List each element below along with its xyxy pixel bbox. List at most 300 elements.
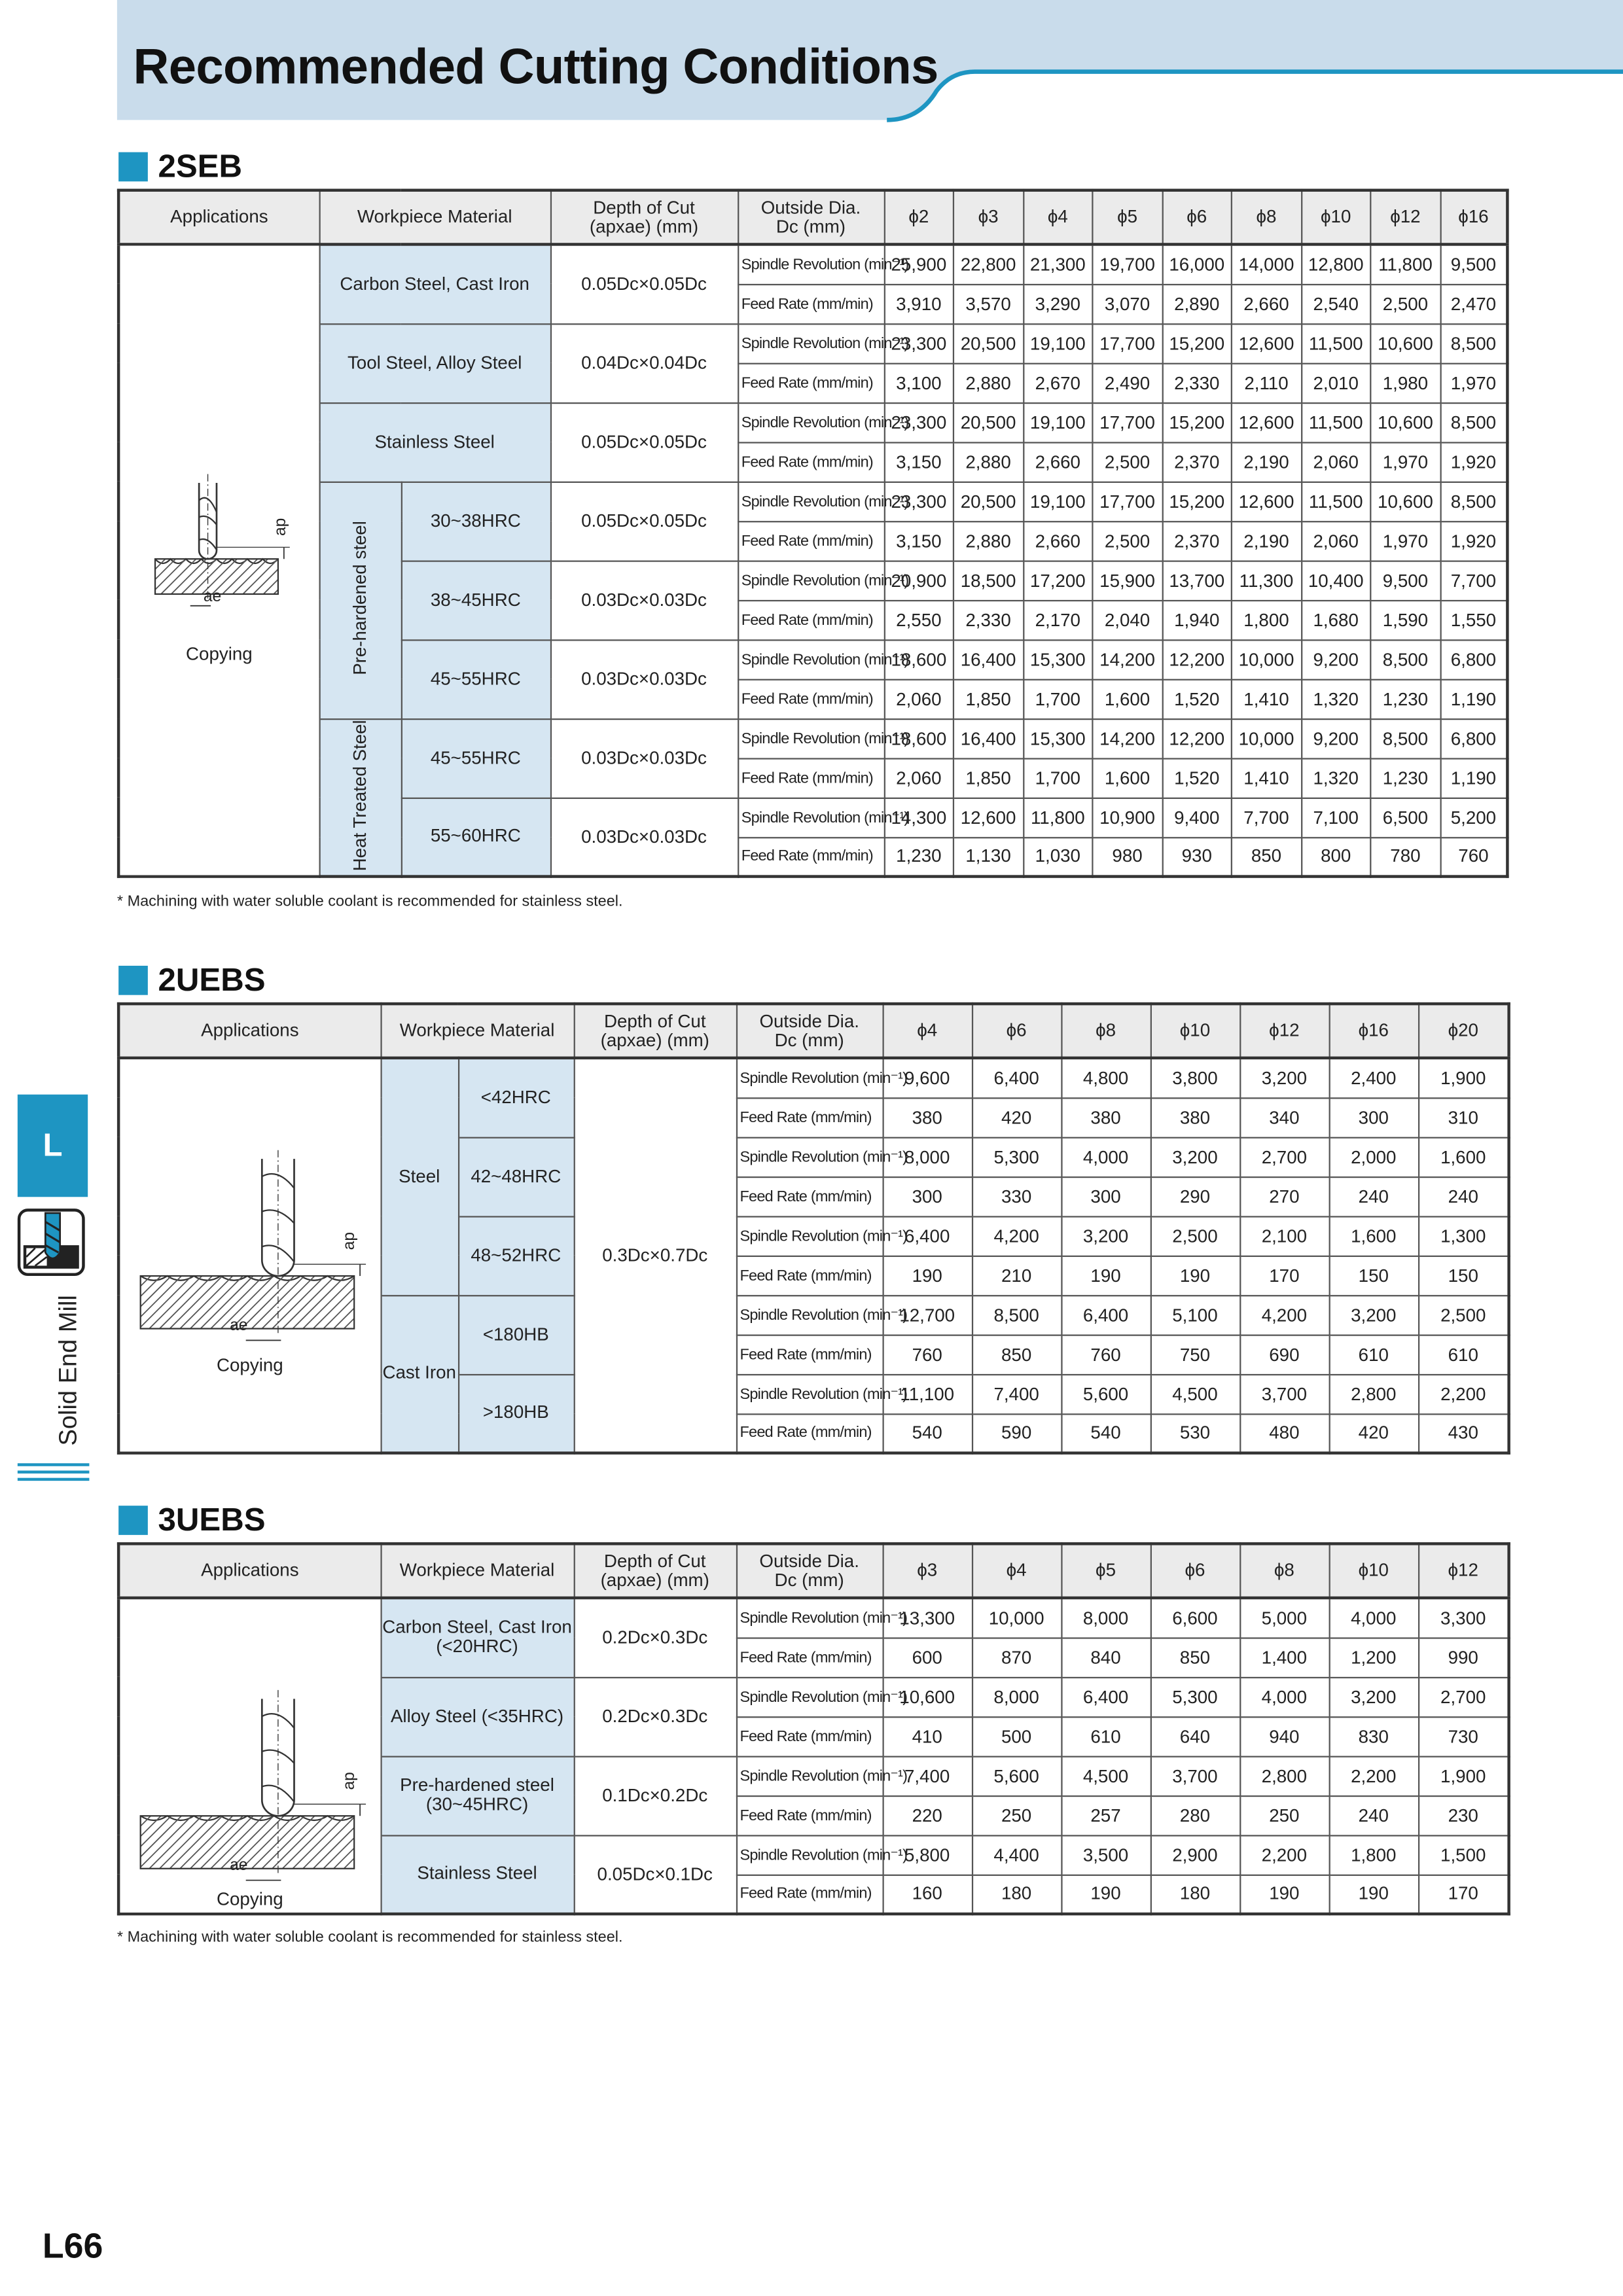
spindle-value: 17,200 xyxy=(1023,561,1092,600)
feed-value: 800 xyxy=(1301,837,1370,876)
feed-value: 250 xyxy=(1240,1795,1329,1835)
spindle-value: 5,300 xyxy=(972,1137,1061,1176)
spindle-value: 7,700 xyxy=(1232,798,1301,837)
feed-value: 2,330 xyxy=(1162,363,1232,402)
feed-value: 2,500 xyxy=(1370,284,1440,323)
group-cast-iron: Cast Iron xyxy=(380,1295,458,1453)
spindle-value: 7,700 xyxy=(1440,561,1508,600)
feed-value: 1,520 xyxy=(1162,758,1232,797)
depth-of-cut-value: 0.05Dc×0.05Dc xyxy=(550,244,738,323)
header-dia: ϕ6 xyxy=(1150,1544,1240,1598)
spindle-revolution-label: Spindle Revolution (min⁻¹) xyxy=(738,798,884,837)
feed-value: 2,370 xyxy=(1162,442,1232,481)
spindle-value: 10,600 xyxy=(1370,402,1440,442)
end-mill-icon xyxy=(18,1209,85,1276)
feed-value: 150 xyxy=(1418,1256,1509,1295)
spindle-value: 7,400 xyxy=(882,1756,971,1795)
spindle-value: 6,400 xyxy=(883,1216,972,1255)
feed-value: 2,060 xyxy=(884,758,954,797)
spindle-value: 15,300 xyxy=(1023,718,1092,758)
feed-value: 1,600 xyxy=(1092,758,1162,797)
spindle-value: 5,600 xyxy=(972,1756,1061,1795)
side-tab-label: Solid End Mill xyxy=(54,1295,82,1446)
feed-value: 540 xyxy=(1061,1413,1150,1453)
header-dia: ϕ5 xyxy=(1092,190,1162,245)
header-dia: ϕ12 xyxy=(1418,1544,1509,1598)
feed-value: 220 xyxy=(882,1795,971,1835)
side-decor-lines xyxy=(18,1463,90,1485)
feed-value: 2,880 xyxy=(954,442,1023,481)
ae-label: ae xyxy=(230,1316,248,1335)
header-dia: ϕ12 xyxy=(1370,190,1440,245)
feed-value: 2,550 xyxy=(884,600,954,639)
copying-caption: Copying xyxy=(217,1354,283,1376)
spindle-value: 10,600 xyxy=(1370,323,1440,362)
feed-rate-label: Feed Rate (mm/min) xyxy=(736,1795,883,1835)
spindle-value: 12,600 xyxy=(1232,402,1301,442)
application-cell xyxy=(118,1058,380,1453)
feed-value: 2,170 xyxy=(1023,600,1092,639)
spindle-value: 14,300 xyxy=(884,798,954,837)
feed-value: 850 xyxy=(972,1335,1061,1374)
spindle-value: 5,300 xyxy=(1150,1677,1240,1716)
feed-value: 290 xyxy=(1150,1176,1240,1216)
spindle-value: 11,500 xyxy=(1301,482,1370,521)
spindle-value: 5,600 xyxy=(1061,1374,1150,1413)
header-dia: ϕ4 xyxy=(972,1544,1061,1598)
side-tab[interactable] xyxy=(18,1095,88,1197)
header-outside-dia: Outside Dia. Dc (mm) xyxy=(736,1544,883,1598)
feed-value: 190 xyxy=(1061,1256,1150,1295)
feed-value: 2,490 xyxy=(1092,363,1162,402)
feed-value: 230 xyxy=(1418,1795,1509,1835)
spindle-value: 11,800 xyxy=(1023,798,1092,837)
feed-rate-label: Feed Rate (mm/min) xyxy=(738,600,884,639)
header-applications: Applications xyxy=(118,190,319,245)
spindle-value: 1,300 xyxy=(1418,1216,1509,1255)
page-title: Recommended Cutting Conditions xyxy=(133,39,938,96)
feed-value: 257 xyxy=(1061,1795,1150,1835)
feed-rate-label: Feed Rate (mm/min) xyxy=(738,679,884,718)
hardness-range: 55~60HRC xyxy=(401,798,550,877)
feed-value: 1,320 xyxy=(1301,758,1370,797)
feed-value: 380 xyxy=(1150,1097,1240,1137)
hardness-range: 45~55HRC xyxy=(401,639,550,718)
feed-value: 980 xyxy=(1092,837,1162,876)
feed-value: 380 xyxy=(883,1097,972,1137)
spindle-value: 2,700 xyxy=(1240,1137,1329,1176)
header-outside-dia: Outside Dia. Dc (mm) xyxy=(738,190,884,245)
table-2uebs xyxy=(117,1002,1510,1455)
hardness-range: <42HRC xyxy=(458,1058,574,1137)
spindle-value: 8,500 xyxy=(972,1295,1061,1334)
depth-of-cut-value: 0.03Dc×0.03Dc xyxy=(550,561,738,640)
feed-value: 940 xyxy=(1240,1716,1329,1756)
spindle-value: 6,400 xyxy=(1061,1677,1150,1716)
spindle-value: 19,100 xyxy=(1023,482,1092,521)
spindle-value: 10,000 xyxy=(1232,639,1301,679)
feed-value: 160 xyxy=(882,1875,971,1914)
spindle-value: 9,600 xyxy=(883,1058,972,1097)
feed-value: 1,940 xyxy=(1162,600,1232,639)
feed-value: 870 xyxy=(972,1637,1061,1676)
spindle-value: 4,200 xyxy=(972,1216,1061,1255)
feed-value: 610 xyxy=(1329,1335,1418,1374)
spindle-value: 2,100 xyxy=(1240,1216,1329,1255)
spindle-value: 3,700 xyxy=(1150,1756,1240,1795)
feed-value: 2,660 xyxy=(1023,521,1092,560)
header-dia: ϕ3 xyxy=(882,1544,971,1598)
copying-caption: Copying xyxy=(186,643,253,665)
spindle-value: 3,200 xyxy=(1329,1677,1418,1716)
feed-value: 2,060 xyxy=(1301,521,1370,560)
spindle-value: 18,500 xyxy=(954,561,1023,600)
spindle-value: 20,500 xyxy=(954,402,1023,442)
feed-value: 760 xyxy=(1440,837,1508,876)
spindle-revolution-label: Spindle Revolution (min⁻¹) xyxy=(738,244,884,283)
copying-diagram xyxy=(120,1599,382,1920)
spindle-value: 3,300 xyxy=(1418,1598,1509,1637)
feed-value: 300 xyxy=(1061,1176,1150,1216)
spindle-value: 9,500 xyxy=(1440,244,1508,283)
spindle-value: 3,200 xyxy=(1240,1058,1329,1097)
spindle-revolution-label: Spindle Revolution (min⁻¹) xyxy=(738,323,884,362)
feed-value: 2,880 xyxy=(954,521,1023,560)
feed-value: 1,700 xyxy=(1023,758,1092,797)
page-number: L66 xyxy=(42,2227,103,2267)
feed-value: 930 xyxy=(1162,837,1232,876)
section-header-2uebs xyxy=(118,961,265,999)
feed-value: 600 xyxy=(882,1637,971,1676)
spindle-revolution-label: Spindle Revolution (min⁻¹) xyxy=(736,1677,883,1716)
feed-value: 3,070 xyxy=(1092,284,1162,323)
feed-value: 840 xyxy=(1061,1637,1150,1676)
table-row xyxy=(118,323,1507,362)
feed-value: 170 xyxy=(1240,1256,1329,1295)
feed-value: 1,700 xyxy=(1023,679,1092,718)
spindle-value: 2,400 xyxy=(1329,1058,1418,1097)
spindle-value: 21,300 xyxy=(1023,244,1092,283)
spindle-value: 2,200 xyxy=(1418,1374,1509,1413)
spindle-value: 11,800 xyxy=(1370,244,1440,283)
feed-value: 2,330 xyxy=(954,600,1023,639)
feed-value: 2,040 xyxy=(1092,600,1162,639)
feed-rate-label: Feed Rate (mm/min) xyxy=(736,1413,883,1453)
feed-value: 3,150 xyxy=(884,442,954,481)
header-dia: ϕ3 xyxy=(954,190,1023,245)
spindle-value: 6,500 xyxy=(1370,798,1440,837)
feed-rate-label: Feed Rate (mm/min) xyxy=(736,1176,883,1216)
feed-value: 1,800 xyxy=(1232,600,1301,639)
spindle-value: 3,200 xyxy=(1150,1137,1240,1176)
spindle-value: 9,500 xyxy=(1370,561,1440,600)
feed-value: 250 xyxy=(972,1795,1061,1835)
spindle-value: 11,500 xyxy=(1301,402,1370,442)
spindle-value: 20,900 xyxy=(884,561,954,600)
feed-value: 850 xyxy=(1150,1637,1240,1676)
spindle-value: 19,700 xyxy=(1092,244,1162,283)
workpiece-material: Carbon Steel, Cast Iron xyxy=(319,244,550,323)
spindle-revolution-label: Spindle Revolution (min⁻¹) xyxy=(736,1137,883,1176)
spindle-value: 12,600 xyxy=(1232,482,1301,521)
depth-of-cut-value: 0.03Dc×0.03Dc xyxy=(550,639,738,718)
depth-of-cut-value: 0.05Dc×0.05Dc xyxy=(550,482,738,561)
spindle-value: 15,200 xyxy=(1162,482,1232,521)
feed-value: 1,130 xyxy=(954,837,1023,876)
spindle-value: 6,400 xyxy=(972,1058,1061,1097)
header-depth-of-cut: Depth of Cut (apxae) (mm) xyxy=(574,1544,736,1598)
header-outside-dia: Outside Dia. Dc (mm) xyxy=(736,1004,883,1058)
spindle-value: 11,100 xyxy=(883,1374,972,1413)
feed-value: 1,200 xyxy=(1329,1637,1418,1676)
feed-rate-label: Feed Rate (mm/min) xyxy=(738,363,884,402)
feed-value: 850 xyxy=(1232,837,1301,876)
header-dia: ϕ12 xyxy=(1240,1004,1329,1058)
feed-value: 410 xyxy=(882,1716,971,1756)
spindle-value: 9,400 xyxy=(1162,798,1232,837)
feed-value: 2,500 xyxy=(1092,521,1162,560)
spindle-value: 10,000 xyxy=(972,1598,1061,1637)
feed-value: 210 xyxy=(972,1256,1061,1295)
feed-value: 380 xyxy=(1061,1097,1150,1137)
header-row xyxy=(118,1004,1509,1058)
feed-value: 1,410 xyxy=(1232,758,1301,797)
depth-of-cut-value: 0.2Dc×0.3Dc xyxy=(574,1598,736,1677)
header-dia: ϕ8 xyxy=(1061,1004,1150,1058)
feed-value: 2,190 xyxy=(1232,521,1301,560)
feed-rate-label: Feed Rate (mm/min) xyxy=(738,521,884,560)
feed-value: 3,290 xyxy=(1023,284,1092,323)
feed-value: 1,030 xyxy=(1023,837,1092,876)
header-row xyxy=(118,1544,1508,1598)
spindle-value: 8,500 xyxy=(1370,639,1440,679)
feed-rate-label: Feed Rate (mm/min) xyxy=(736,1875,883,1914)
header-dia: ϕ4 xyxy=(883,1004,972,1058)
feed-value: 1,410 xyxy=(1232,679,1301,718)
spindle-value: 17,700 xyxy=(1092,402,1162,442)
feed-value: 1,230 xyxy=(1370,758,1440,797)
spindle-value: 11,500 xyxy=(1301,323,1370,362)
spindle-value: 17,700 xyxy=(1092,323,1162,362)
spindle-revolution-label: Spindle Revolution (min⁻¹) xyxy=(736,1756,883,1795)
ap-label: ap xyxy=(341,1231,359,1250)
table-2seb xyxy=(117,188,1509,877)
spindle-value: 10,400 xyxy=(1301,561,1370,600)
feed-value: 420 xyxy=(972,1097,1061,1137)
spindle-value: 2,500 xyxy=(1418,1295,1509,1334)
feed-rate-label: Feed Rate (mm/min) xyxy=(738,758,884,797)
copying-diagram xyxy=(120,1059,382,1459)
spindle-value: 2,800 xyxy=(1240,1756,1329,1795)
spindle-value: 19,100 xyxy=(1023,402,1092,442)
feed-rate-label: Feed Rate (mm/min) xyxy=(736,1716,883,1756)
feed-value: 2,880 xyxy=(954,363,1023,402)
header-dia: ϕ6 xyxy=(1162,190,1232,245)
ap-label: ap xyxy=(341,1772,359,1790)
section-title: 2SEB xyxy=(158,147,243,185)
hardness-range: 45~55HRC xyxy=(401,718,550,798)
side-tab-letter: L xyxy=(43,1126,63,1163)
feed-value: 180 xyxy=(972,1875,1061,1914)
spindle-value: 4,500 xyxy=(1061,1756,1150,1795)
spindle-revolution-label: Spindle Revolution (min⁻¹) xyxy=(736,1598,883,1637)
table-row xyxy=(118,482,1507,521)
feed-value: 760 xyxy=(883,1335,972,1374)
spindle-value: 23,300 xyxy=(884,402,954,442)
feed-value: 2,110 xyxy=(1232,363,1301,402)
feed-value: 1,550 xyxy=(1440,600,1508,639)
header-dia: ϕ4 xyxy=(1023,190,1092,245)
feed-value: 240 xyxy=(1418,1176,1509,1216)
feed-value: 280 xyxy=(1150,1795,1240,1835)
spindle-revolution-label: Spindle Revolution (min⁻¹) xyxy=(738,482,884,521)
spindle-value: 1,600 xyxy=(1329,1216,1418,1255)
feed-value: 2,540 xyxy=(1301,284,1370,323)
spindle-value: 7,400 xyxy=(972,1374,1061,1413)
feed-value: 3,910 xyxy=(884,284,954,323)
feed-value: 1,320 xyxy=(1301,679,1370,718)
feed-rate-label: Feed Rate (mm/min) xyxy=(736,1335,883,1374)
footnote-3uebs: * Machining with water soluble coolant is recommended for stainless steel. xyxy=(116,1928,623,1947)
spindle-value: 1,900 xyxy=(1418,1058,1509,1097)
spindle-value: 4,000 xyxy=(1240,1677,1329,1716)
feed-value: 2,660 xyxy=(1232,284,1301,323)
feed-value: 2,060 xyxy=(884,679,954,718)
workpiece-material: Stainless Steel xyxy=(380,1835,573,1914)
feed-value: 610 xyxy=(1418,1335,1509,1374)
feed-value: 1,590 xyxy=(1370,600,1440,639)
spindle-value: 10,600 xyxy=(882,1677,971,1716)
spindle-value: 15,300 xyxy=(1023,639,1092,679)
spindle-value: 15,900 xyxy=(1092,561,1162,600)
feed-value: 530 xyxy=(1150,1413,1240,1453)
hardness-range: 48~52HRC xyxy=(458,1216,574,1295)
spindle-value: 12,600 xyxy=(1232,323,1301,362)
spindle-value: 4,000 xyxy=(1329,1598,1418,1637)
spindle-value: 2,700 xyxy=(1418,1677,1509,1716)
header-dia: ϕ8 xyxy=(1240,1544,1329,1598)
section-marker xyxy=(118,152,148,182)
spindle-value: 2,500 xyxy=(1150,1216,1240,1255)
spindle-value: 8,500 xyxy=(1440,402,1508,442)
spindle-value: 10,600 xyxy=(1370,482,1440,521)
header-dia: ϕ16 xyxy=(1329,1004,1418,1058)
section-marker xyxy=(118,966,148,995)
feed-value: 2,190 xyxy=(1232,442,1301,481)
spindle-value: 2,200 xyxy=(1240,1835,1329,1874)
feed-value: 340 xyxy=(1240,1097,1329,1137)
feed-value: 780 xyxy=(1370,837,1440,876)
spindle-value: 20,500 xyxy=(954,482,1023,521)
application-cell xyxy=(118,244,319,876)
feed-value: 500 xyxy=(972,1716,1061,1756)
header-dia: ϕ5 xyxy=(1061,1544,1150,1598)
feed-value: 480 xyxy=(1240,1413,1329,1453)
depth-of-cut-value: 0.1Dc×0.2Dc xyxy=(574,1756,736,1835)
table-row xyxy=(118,1598,1508,1637)
feed-value: 2,370 xyxy=(1162,521,1232,560)
spindle-value: 15,200 xyxy=(1162,402,1232,442)
feed-value: 760 xyxy=(1061,1335,1150,1374)
spindle-value: 5,800 xyxy=(882,1835,971,1874)
ap-label: ap xyxy=(272,518,290,537)
depth-of-cut-value: 0.3Dc×0.7Dc xyxy=(574,1058,736,1453)
spindle-value: 2,900 xyxy=(1150,1835,1240,1874)
feed-rate-label: Feed Rate (mm/min) xyxy=(736,1637,883,1676)
feed-rate-label: Feed Rate (mm/min) xyxy=(738,837,884,876)
spindle-value: 3,200 xyxy=(1061,1216,1150,1255)
hardness-range: <180HB xyxy=(458,1295,574,1374)
spindle-value: 6,800 xyxy=(1440,718,1508,758)
feed-value: 1,520 xyxy=(1162,679,1232,718)
spindle-revolution-label: Spindle Revolution (min⁻¹) xyxy=(738,561,884,600)
header-row xyxy=(118,190,1507,245)
feed-value: 2,010 xyxy=(1301,363,1370,402)
header-workpiece-material: Workpiece Material xyxy=(380,1544,573,1598)
spindle-value: 8,000 xyxy=(1061,1598,1150,1637)
spindle-value: 3,200 xyxy=(1329,1295,1418,1334)
feed-value: 990 xyxy=(1418,1637,1509,1676)
spindle-value: 12,600 xyxy=(954,798,1023,837)
spindle-value: 3,700 xyxy=(1240,1374,1329,1413)
spindle-value: 8,000 xyxy=(883,1137,972,1176)
feed-value: 1,680 xyxy=(1301,600,1370,639)
section-title: 3UEBS xyxy=(158,1501,266,1538)
spindle-value: 2,000 xyxy=(1329,1137,1418,1176)
spindle-revolution-label: Spindle Revolution (min⁻¹) xyxy=(736,1058,883,1097)
feed-value: 190 xyxy=(883,1256,972,1295)
spindle-value: 4,800 xyxy=(1061,1058,1150,1097)
feed-value: 610 xyxy=(1061,1716,1150,1756)
header-workpiece-material: Workpiece Material xyxy=(319,190,550,245)
feed-value: 180 xyxy=(1150,1875,1240,1914)
feed-value: 300 xyxy=(1329,1097,1418,1137)
table-row xyxy=(118,1058,1509,1097)
depth-of-cut-value: 0.04Dc×0.04Dc xyxy=(550,323,738,402)
feed-value: 240 xyxy=(1329,1795,1418,1835)
spindle-revolution-label: Spindle Revolution (min⁻¹) xyxy=(738,639,884,679)
hardness-range: 30~38HRC xyxy=(401,482,550,561)
spindle-value: 22,800 xyxy=(954,244,1023,283)
spindle-value: 20,500 xyxy=(954,323,1023,362)
feed-value: 190 xyxy=(1240,1875,1329,1914)
spindle-value: 14,000 xyxy=(1232,244,1301,283)
spindle-value: 23,300 xyxy=(884,323,954,362)
header-dia: ϕ2 xyxy=(884,190,954,245)
spindle-value: 2,800 xyxy=(1329,1374,1418,1413)
feed-value: 330 xyxy=(972,1176,1061,1216)
hardness-range: 42~48HRC xyxy=(458,1137,574,1216)
spindle-value: 15,200 xyxy=(1162,323,1232,362)
spindle-value: 1,500 xyxy=(1418,1835,1509,1874)
spindle-value: 25,900 xyxy=(884,244,954,283)
spindle-revolution-label: Spindle Revolution (min⁻¹) xyxy=(738,402,884,442)
ae-label: ae xyxy=(203,588,222,606)
feed-value: 240 xyxy=(1329,1176,1418,1216)
spindle-value: 18,600 xyxy=(884,718,954,758)
depth-of-cut-value: 0.03Dc×0.03Dc xyxy=(550,798,738,877)
spindle-value: 5,100 xyxy=(1150,1295,1240,1334)
feed-rate-label: Feed Rate (mm/min) xyxy=(736,1097,883,1137)
spindle-revolution-label: Spindle Revolution (min⁻¹) xyxy=(736,1295,883,1334)
spindle-value: 12,800 xyxy=(1301,244,1370,283)
header-depth-of-cut: Depth of Cut (apxae) (mm) xyxy=(550,190,738,245)
section-marker xyxy=(118,1506,148,1535)
spindle-value: 5,200 xyxy=(1440,798,1508,837)
feed-value: 1,850 xyxy=(954,758,1023,797)
ae-label: ae xyxy=(230,1856,248,1875)
header-dia: ϕ10 xyxy=(1150,1004,1240,1058)
